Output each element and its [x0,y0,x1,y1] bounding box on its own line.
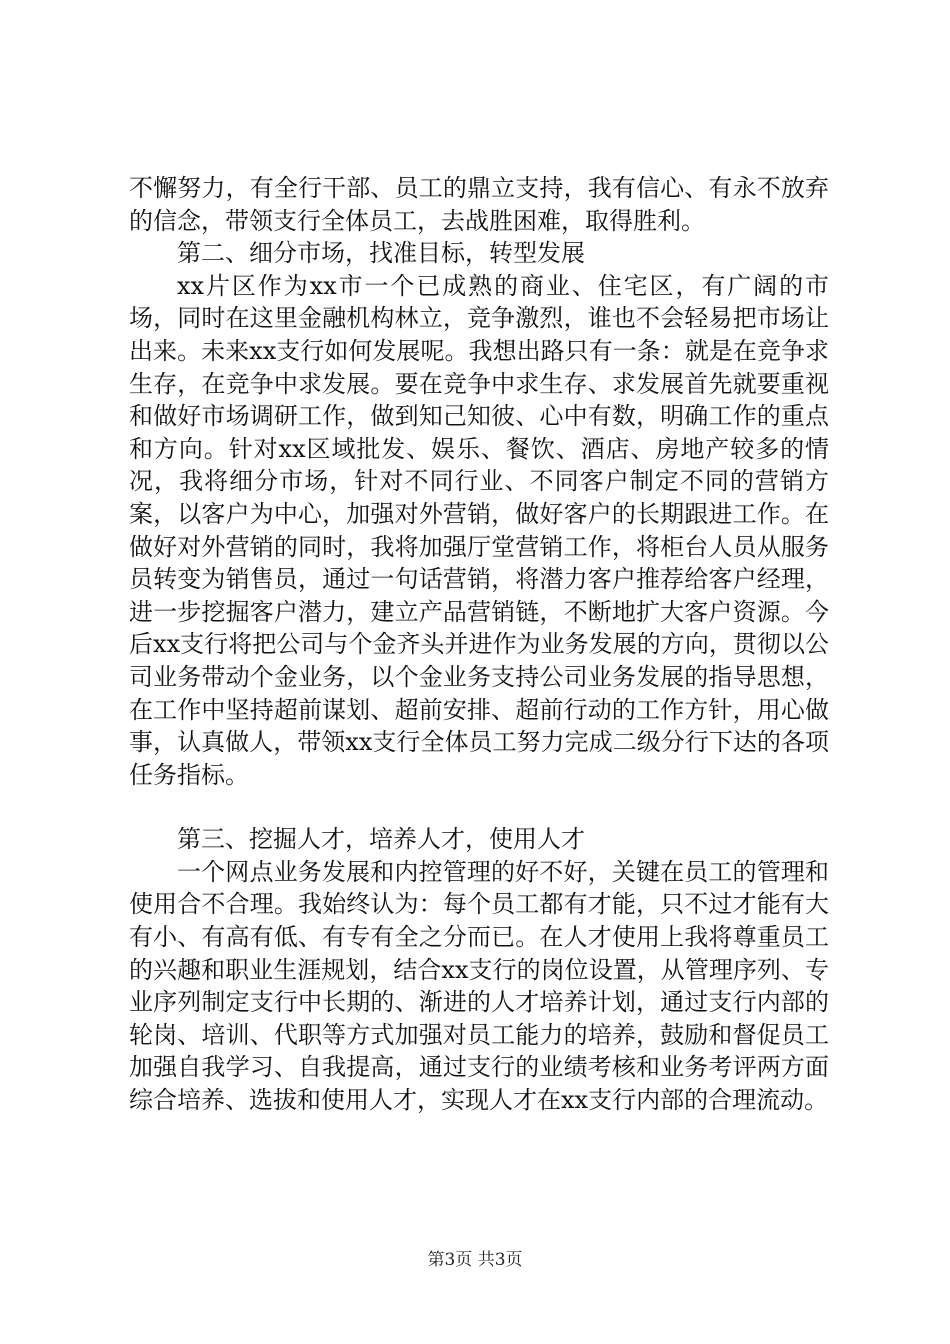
section-heading-3: 第三、挖掘人才，培养人才，使用人才 [177,825,585,854]
page-number-footer: 第3页 共3页 [427,1250,523,1270]
paragraph-talent: 一个网点业务发展和内控管理的好不好，关键在员工的管理和使用合不合理。我始终认为：每个员工都有才能，只不过才能有大有小、有高有低、有专有全之分而已。在人才使用上我将尊重员工的兴趣和职业生涯规划，结合xx支行的岗位设置，从管理序列、专业序列制定支行中长期的、渐进的人才培养计划，通过支行内部的轮岗、培训、代职等方式加强对员工能力的培养，鼓励和督促员工加强自我学习、自我提高，通过支行的业绩考核和业务考评两方面综合培养、选拔和使用人才，实现人才在xx支行内部的合理流动。 [129,857,829,1115]
paragraph-continuation: 不懈努力，有全行干部、员工的鼎立支持，我有信心、有永不放弃的信念，带领支行全体员工，去战胜困难，取得胜利。 [129,174,829,235]
paragraph-gap [129,791,829,823]
paragraph-market: xx片区作为xx市一个已成熟的商业、住宅区，有广阔的市场，同时在这里金融机构林立，竞争激烈，谁也不会轻易把市场让出来。未来xx支行如何发展呢。我想出路只有一条：就是在竞争求生存，在竞争中求发展。要在竞争中求生存、求发展首先就要重视和做好市场调研工作，做到知己知彼、心中有数，明确工作的重点和方向。针对xx区域批发、娱乐、餐饮、酒店、房地产较多的情况，我将细分市场，针对不同行业、不同客户制定不同的营销方案，以客户为中心，加强对外营销，做好客户的长期跟进工作。在做好对外营销的同时，我将加强厅堂营销工作，将柜台人员从服务员转变为销售员，通过一句话营销，将潜力客户推荐给客户经理，进一步挖掘客户潜力，建立产品营销链，不断地扩大客户资源。今后xx支行将把公司与个金齐头并进作为业务发展的方向，贯彻以公司业务带动个金业务，以个金业务支持公司业务发展的指导思想，在工作中坚持超前谋划、超前安排、超前行动的工作方针，用心做事，认真做人，带领xx支行全体员工努力完成二级分行下达的各项任务指标。 [129,271,829,789]
section-heading-2: 第二、细分市场，找准目标，转型发展 [177,239,585,268]
document-body [129,172,829,1117]
